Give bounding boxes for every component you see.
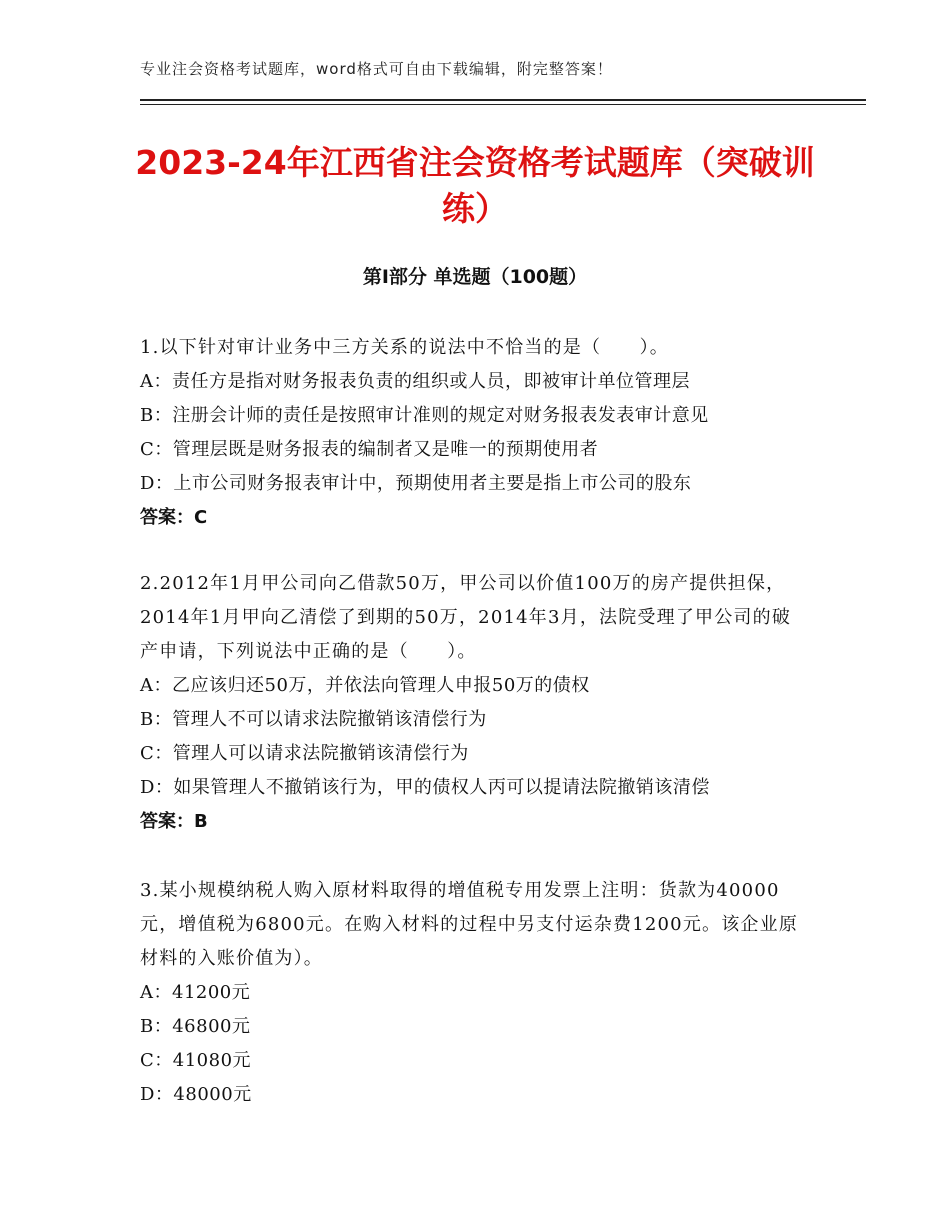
option-a: A：41200元 [140,982,251,1003]
option-d: D：48000元 [140,1084,252,1105]
answer: 答案：C [140,507,208,528]
option-c: C：41080元 [140,1050,252,1071]
question-stem: 1.以下针对审计业务中三方关系的说法中不恰当的是（ ）。 [140,337,669,358]
option-d: D：上市公司财务报表审计中，预期使用者主要是指上市公司的股东 [140,473,692,494]
option-b: B：管理人不可以请求法院撤销该清偿行为 [140,709,487,730]
header-rule-thick [140,99,866,101]
header-note: 专业注会资格考试题库，word格式可自由下载编辑，附完整答案！ [140,60,613,78]
option-a: A：责任方是指对财务报表负责的组织或人员，即被审计单位管理层 [140,371,690,392]
question-stem: 2.2012年1月甲公司向乙借款50万，甲公司以价值100万的房产提供担保，2014年1月甲向乙清偿了到期的50万，2014年3月，法院受理了甲公司的破产申请，下列说法中正确的是（ ）。 [140,573,792,662]
option-a: A：乙应该归还50万，并依法向管理人申报50万的债权 [140,675,590,696]
option-c: C：管理人可以请求法院撤销该清偿行为 [140,743,469,764]
option-b: B：注册会计师的责任是按照审计准则的规定对财务报表发表审计意见 [140,405,709,426]
option-c: C：管理层既是财务报表的编制者又是唯一的预期使用者 [140,439,599,460]
document-title: 2023-24年江西省注会资格考试题库（突破训练） [135,143,815,228]
header-rule-thin [140,104,866,105]
answer: 答案：B [140,811,208,832]
option-d: D：如果管理人不撤销该行为，甲的债权人丙可以提请法院撤销该清偿 [140,777,710,798]
question-3 [140,874,810,1112]
question-stem: 3.某小规模纳税人购入原材料取得的增值税专用发票上注明：货款为40000元，增值税为6800元。在购入材料的过程中另支付运杂费1200元。该企业原材料的入账价值为）。 [140,880,799,969]
question-2 [140,567,810,839]
section-heading: 第Ⅰ部分 单选题（100题） [362,266,588,288]
option-b: B：46800元 [140,1016,251,1037]
question-1 [140,331,810,535]
